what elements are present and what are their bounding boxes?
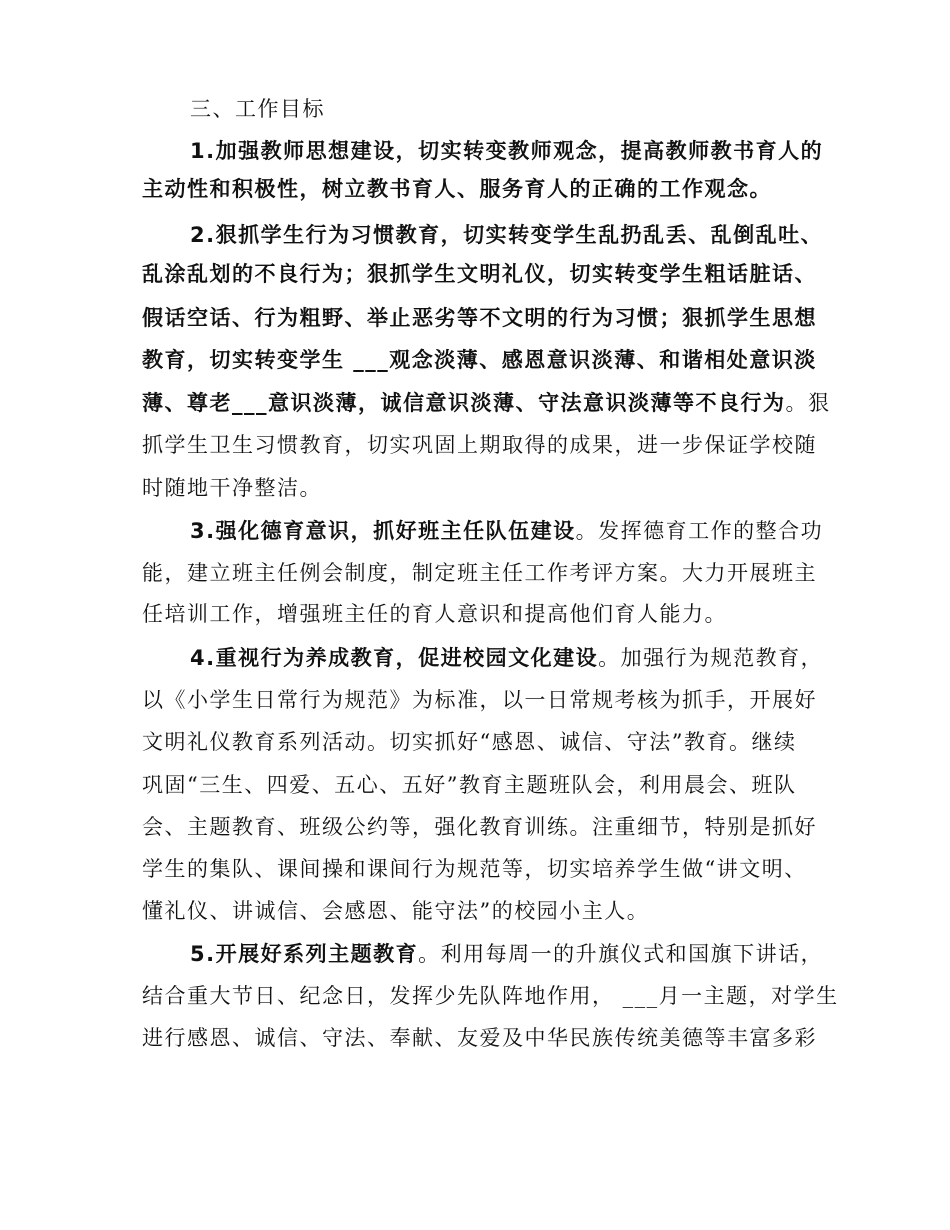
p5-line-2: 结合重大节日、纪念日，发挥少先队阵地作用， ___月一主题，对学生 bbox=[142, 984, 839, 1008]
p2-line-6: 抓学生卫生习惯教育，切实巩固上期取得的成果，进一步保证学校随 bbox=[142, 433, 817, 457]
p5-line-3: 进行感恩、诚信、守法、奉献、友爱及中华民族传统美德等丰富多彩 bbox=[142, 1026, 817, 1050]
p4-line-6: 学生的集队、课间操和课间行为规范等，切实培养学生做“讲文明、 bbox=[142, 857, 807, 881]
p2-line-4: 教育，切实转变学生 ___观念淡薄、感恩意识淡薄、和谐相处意识淡 bbox=[142, 348, 817, 372]
p2-line-5-bold: 薄、尊老___意识淡薄，诚信意识淡薄、守法意识淡薄等不良行为 bbox=[142, 391, 786, 415]
p4-line-7: 懂礼仪、讲诚信、会感恩、能守法”的校园小主人。 bbox=[142, 899, 650, 923]
p5-line-1-bold: 5.开展好系列主题教育 bbox=[190, 942, 419, 966]
section-heading: 三、工作目标 bbox=[190, 97, 325, 121]
p2-line-7: 时随地干净整洁。 bbox=[142, 476, 322, 500]
p2-line-1: 2.狠抓学生行为习惯教育，切实转变学生乱扔乱丢、乱倒乱吐、 bbox=[190, 223, 824, 247]
p2-line-5-rest: 。狠 bbox=[785, 391, 831, 415]
p5-line-1 bbox=[190, 939, 823, 969]
p3-line-1-rest: 。发挥德育工作的整合功 bbox=[575, 519, 824, 543]
p3-line-1-bold: 3.强化德育意识，抓好班主任队伍建设 bbox=[190, 519, 576, 543]
p3-line-2: 能，建立班主任例会制度，制定班主任工作考评方案。大力开展班主 bbox=[142, 561, 817, 585]
p4-line-5: 会、主题教育、班级公约等，强化教育训练。注重细节，特别是抓好 bbox=[142, 815, 817, 839]
p5-line-1-rest: 。利用每周一的升旗仪式和国旗下讲话， bbox=[418, 942, 824, 966]
p4-line-1 bbox=[190, 643, 823, 673]
p1-line-2: 主动性和积极性，树立教书育人、服务育人的正确的工作观念。 bbox=[142, 177, 772, 201]
p2-line-5 bbox=[142, 388, 831, 418]
p4-line-3: 文明礼仪教育系列活动。切实抓好“感恩、诚信、守法”教育。继续 bbox=[142, 730, 797, 754]
p3-line-1 bbox=[190, 516, 823, 546]
p4-line-1-rest: 。加强行为规范教育， bbox=[598, 646, 824, 670]
p2-line-3: 假话空话、行为粗野、举止恶劣等不文明的行为习惯；狠抓学生思想 bbox=[142, 306, 817, 330]
p4-line-4: 巩固“三生、四爱、五心、五好”教育主题班队会，利用晨会、班队 bbox=[142, 773, 797, 797]
p4-line-1-bold: 4.重视行为养成教育，促进校园文化建设 bbox=[190, 646, 599, 670]
p2-line-2: 乱涂乱划的不良行为；狠抓学生文明礼仪，切实转变学生粗话脏话、 bbox=[142, 262, 817, 286]
p3-line-3: 任培训工作，增强班主任的育人意识和提高他们育人能力。 bbox=[142, 602, 727, 626]
p4-line-2: 以《小学生日常行为规范》为标准，以一日常规考核为抓手，开展好 bbox=[142, 688, 817, 712]
p1-line-1: 1.加强教师思想建设，切实转变教师观念，提高教师教书育人的 bbox=[190, 139, 824, 163]
